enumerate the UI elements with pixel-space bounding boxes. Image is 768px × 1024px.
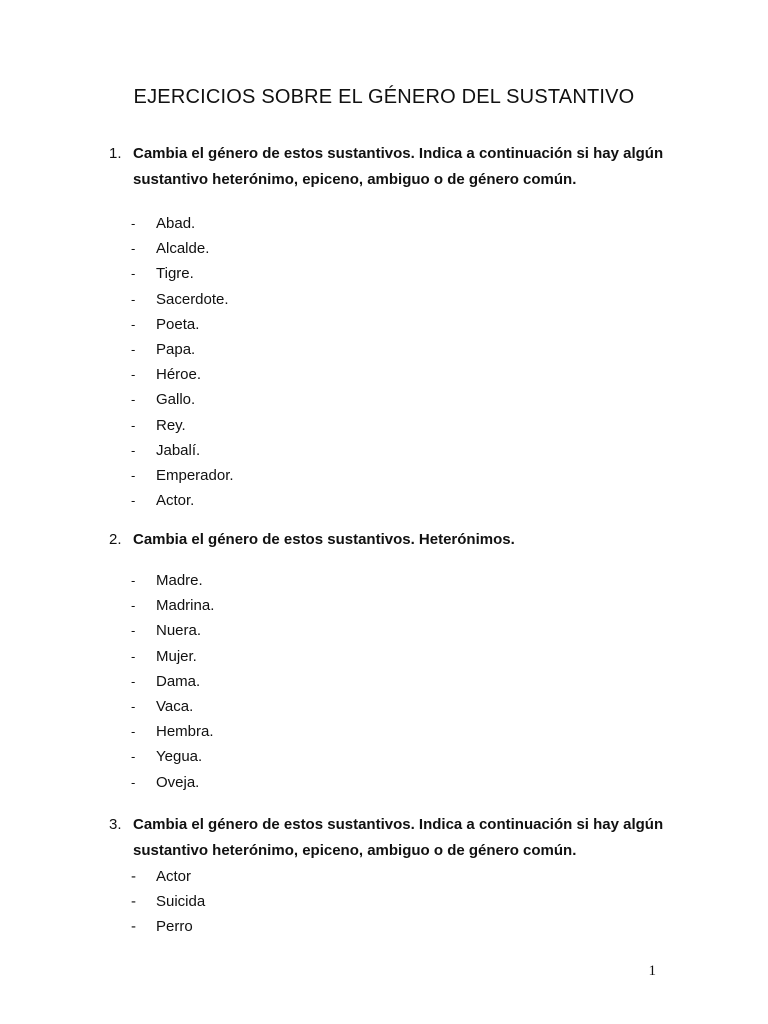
page-number: 1 — [648, 963, 656, 979]
word: Sacerdote. — [156, 290, 229, 308]
list-dash: - — [131, 648, 136, 664]
list-item — [109, 618, 669, 643]
list-item — [109, 568, 669, 593]
word-list — [109, 211, 669, 513]
word: Madre. — [156, 572, 203, 589]
list-item — [109, 644, 669, 669]
list-item — [109, 211, 669, 236]
word: Mujer. — [156, 647, 197, 665]
list-item — [109, 744, 669, 769]
list-dash: - — [131, 341, 136, 357]
list-item — [109, 864, 669, 889]
exercise-number: 2. — [109, 531, 122, 548]
word: Yegua. — [156, 748, 203, 766]
word: Perro — [156, 918, 193, 936]
word: Emperador. — [156, 466, 234, 484]
list-item — [109, 362, 669, 387]
list-item — [109, 463, 669, 488]
list-dash: - — [131, 493, 136, 509]
list-item — [109, 438, 669, 463]
word: Vaca. — [156, 697, 194, 715]
exercise-heading — [109, 812, 669, 864]
list-dash: - — [131, 673, 136, 689]
exercise-instruction: Cambia el género de estos sustantivos. Indica a continuación si hay algún sustantivo heterónimo, epiceno, ambiguo o de género común. — [133, 816, 664, 859]
word: Suicida — [156, 893, 206, 911]
list-dash: - — [131, 291, 136, 307]
word: Jabalí. — [156, 441, 201, 459]
exercise-2 — [109, 527, 669, 795]
exercise-3 — [109, 812, 669, 940]
word: Oveja. — [156, 773, 200, 791]
word: Papa. — [156, 340, 196, 358]
list-item — [109, 236, 669, 261]
list-item — [109, 337, 669, 362]
list-item — [109, 593, 669, 618]
word: Gallo. — [156, 391, 196, 409]
list-item — [109, 669, 669, 694]
exercise-number: 3. — [109, 816, 122, 833]
list-dash: - — [131, 774, 136, 790]
list-dash: - — [131, 918, 136, 936]
word: Hembra. — [156, 723, 214, 741]
word: Dama. — [156, 672, 201, 690]
list-dash: - — [131, 724, 136, 740]
word: Alcalde. — [156, 240, 210, 258]
list-item — [109, 694, 669, 719]
list-item — [109, 312, 669, 337]
list-dash: - — [131, 623, 136, 639]
list-dash: - — [131, 598, 136, 614]
list-dash: - — [131, 893, 136, 911]
list-dash: - — [131, 868, 136, 885]
word: Poeta. — [156, 315, 200, 333]
list-item — [109, 488, 669, 513]
list-item — [109, 387, 669, 412]
exercise-number: 1. — [109, 145, 122, 162]
page-title: EJERCICIOS SOBRE EL GÉNERO DEL SUSTANTIVO — [133, 86, 635, 108]
list-item — [109, 914, 669, 939]
list-dash: - — [131, 367, 136, 383]
list-item — [109, 770, 669, 795]
exercise-instruction: Cambia el género de estos sustantivos. Heterónimos. — [133, 531, 515, 548]
word-list — [109, 864, 669, 940]
list-dash: - — [131, 392, 136, 408]
word: Rey. — [156, 416, 186, 434]
list-dash: - — [131, 216, 136, 231]
word-list — [109, 568, 669, 795]
word: Abad. — [156, 215, 196, 232]
exercise-heading — [109, 141, 669, 193]
exercise-heading — [109, 527, 669, 553]
list-dash: - — [131, 442, 136, 458]
word: Héroe. — [156, 366, 202, 384]
list-item — [109, 719, 669, 744]
exercise-instruction: Cambia el género de estos sustantivos. Indica a continuación si hay algún sustantivo heterónimo, epiceno, ambiguo o de género común. — [133, 145, 664, 188]
list-dash: - — [131, 266, 136, 282]
list-dash: - — [131, 467, 136, 483]
exercise-1 — [109, 141, 669, 513]
word: Tigre. — [156, 265, 194, 283]
list-dash: - — [131, 749, 136, 765]
word: Actor — [156, 868, 192, 885]
word: Madrina. — [156, 597, 215, 615]
list-item — [109, 287, 669, 312]
list-dash: - — [131, 241, 136, 257]
list-dash: - — [131, 417, 136, 433]
list-dash: - — [131, 698, 136, 714]
list-item — [109, 889, 669, 914]
list-dash: - — [131, 573, 136, 588]
word: Nuera. — [156, 622, 202, 640]
list-dash: - — [131, 316, 136, 332]
word: Actor. — [156, 492, 195, 510]
list-item — [109, 413, 669, 438]
list-item — [109, 261, 669, 286]
